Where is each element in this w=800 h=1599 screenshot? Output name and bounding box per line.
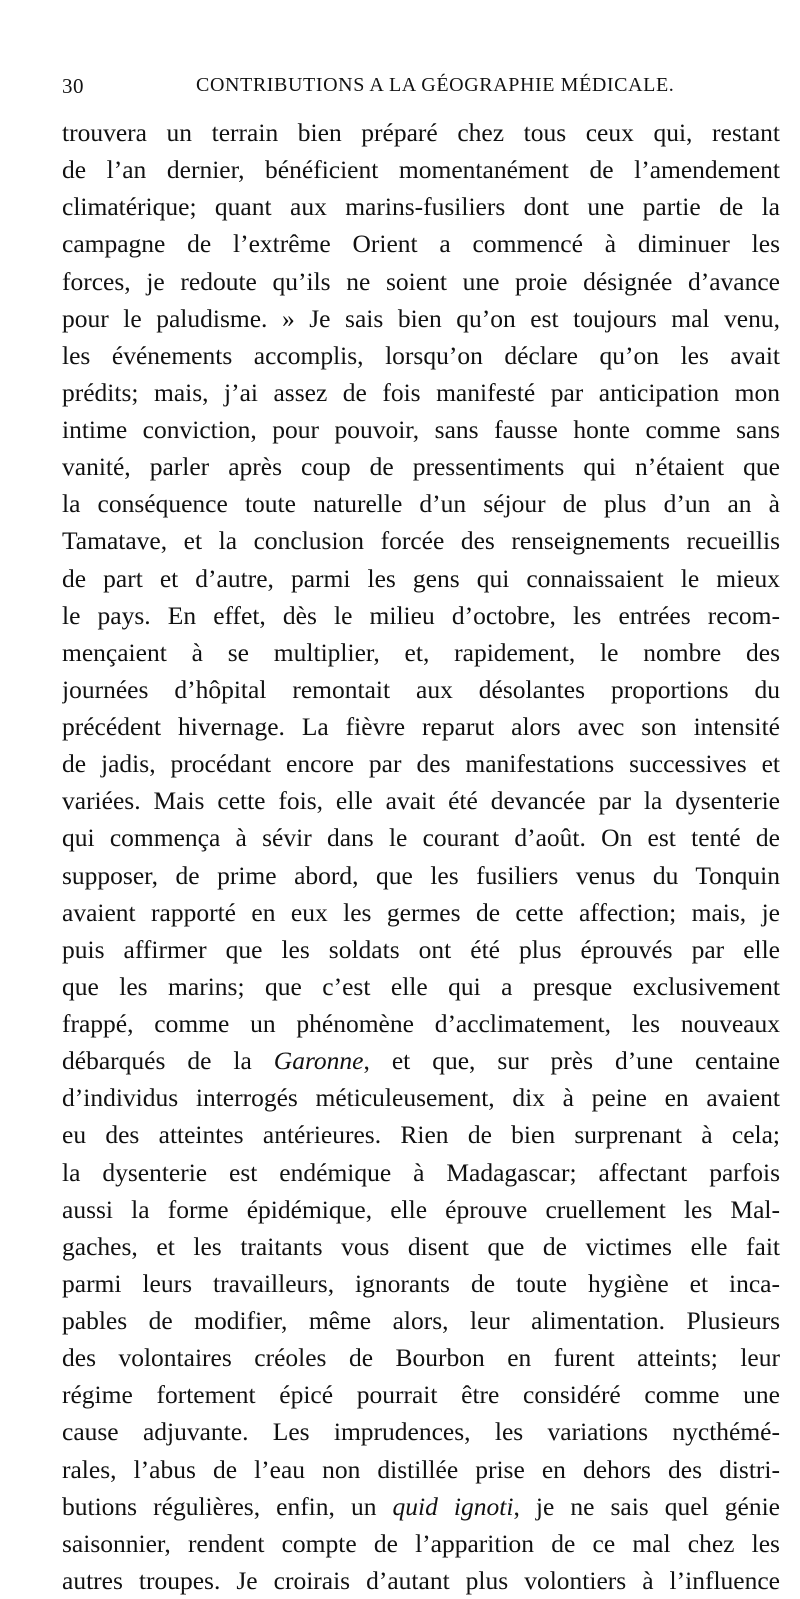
text-line: que les marins; que c’est elle qui a presque exclusivement bbox=[62, 971, 780, 1001]
text-line: forces, je redoute qu’ils ne soient une proie désignée d’avance bbox=[62, 266, 780, 296]
text-line bbox=[62, 1488, 780, 1525]
text-line: le pays. En effet, dès le milieu d’octobre, les entrées recom- bbox=[62, 600, 780, 630]
text-line: climatérique; quant aux marins-fusiliers dont une partie de la bbox=[62, 192, 780, 222]
page-number: 30 bbox=[62, 74, 84, 98]
text-line: puis affirmer que les soldats ont été plus éprouvés par elle bbox=[62, 934, 780, 964]
text-line: saisonnier, rendent compte de l’apparition de ce mal chez les bbox=[62, 1528, 780, 1558]
text-line: supposer, de prime abord, que les fusiliers venus du Tonquin bbox=[62, 860, 780, 890]
running-head: CONTRIBUTIONS A LA GÉOGRAPHIE MÉDICALE. bbox=[196, 74, 675, 96]
text-line: vanité, parler après coup de pressentiments qui n’étaient que bbox=[62, 452, 780, 482]
text-line: pour le paludisme. » Je sais bien qu’on est toujours mal venu, bbox=[62, 303, 780, 333]
text-line: pables de modifier, même alors, leur alimentation. Plusieurs bbox=[62, 1306, 780, 1335]
text-line: Tamatave, et la conclusion forcée des renseignements recueillis bbox=[62, 526, 780, 556]
text-line: aussi la forme épidémique, elle éprouve cruellement les Mal- bbox=[62, 1194, 780, 1224]
text-line: la dysenterie est endémique à Madagascar; affectant parfois bbox=[62, 1157, 780, 1187]
text-line: variées. Mais cette fois, elle avait été devancée par la dysenterie bbox=[62, 786, 780, 816]
text-line: de jadis, procédant encore par des manifestations successives et bbox=[62, 749, 780, 779]
text-line: de l’an dernier, bénéficient momentanément de l’amendement bbox=[62, 155, 780, 185]
text-line: qui commença à sévir dans le courant d’août. On est tenté de bbox=[62, 823, 780, 853]
text-run: butions régulières, enfin, un bbox=[62, 1491, 393, 1521]
text-line: journées d’hôpital remontait aux désolantes proportions du bbox=[62, 674, 780, 704]
text-line: frappé, comme un phénomène d’acclimatement, les nouveaux bbox=[62, 1009, 780, 1038]
text-line: mençaient à se multiplier, et, rapidement, le nombre des bbox=[62, 637, 780, 667]
text-line: précédent hivernage. La fièvre reparut alors avec son intensité bbox=[62, 712, 780, 741]
text-line: des volontaires créoles de Bourbon en furent atteints; leur bbox=[62, 1343, 780, 1373]
text-line: cause adjuvante. Les imprudences, les variations nycthémé- bbox=[62, 1417, 780, 1447]
text-run: , et que, sur près d’une centaine bbox=[363, 1046, 780, 1076]
text-line: parmi leurs travailleurs, ignorants de toute hygiène et inca- bbox=[62, 1268, 780, 1298]
text-line: la conséquence toute naturelle d’un séjour de plus d’un an à bbox=[62, 489, 780, 519]
text-line: gaches, et les traitants vous disent que de victimes elle fait bbox=[62, 1231, 780, 1261]
text-line: de part et d’autre, parmi les gens qui connaissaient le mieux bbox=[62, 563, 780, 593]
italic-term: Garonne bbox=[273, 1046, 364, 1076]
text-line: autres troupes. Je croirais d’autant plus volontiers à l’influence bbox=[62, 1565, 780, 1595]
text-line: les événements accomplis, lorsqu’on déclare qu’on les avait bbox=[62, 340, 780, 370]
text-line: eu des atteintes antérieures. Rien de bien surprenant à cela; bbox=[62, 1120, 780, 1150]
body-text bbox=[62, 114, 780, 1599]
page-header bbox=[62, 74, 780, 102]
text-line: trouvera un terrain bien préparé chez tous ceux qui, restant bbox=[62, 118, 780, 147]
text-line: avaient rapporté en eux les germes de cette affection; mais, je bbox=[62, 897, 780, 927]
text-line: régime fortement épicé pourrait être considéré comme une bbox=[62, 1380, 780, 1410]
text-line: prédits; mais, j’ai assez de fois manifesté par anticipation mon bbox=[62, 377, 780, 407]
text-run: , je ne sais quel génie bbox=[513, 1491, 780, 1521]
text-line bbox=[62, 1042, 780, 1079]
text-line: intime conviction, pour pouvoir, sans fausse honte comme sans bbox=[62, 415, 780, 444]
text-line: d’individus interrogés méticuleusement, dix à peine en avaient bbox=[62, 1083, 780, 1113]
text-line: rales, l’abus de l’eau non distillée prise en dehors des distri- bbox=[62, 1454, 780, 1484]
text-run: débarqués de la bbox=[62, 1046, 274, 1076]
italic-term: quid ignoti bbox=[392, 1491, 514, 1521]
text-line: campagne de l’extrême Orient a commencé à diminuer les bbox=[62, 229, 780, 259]
